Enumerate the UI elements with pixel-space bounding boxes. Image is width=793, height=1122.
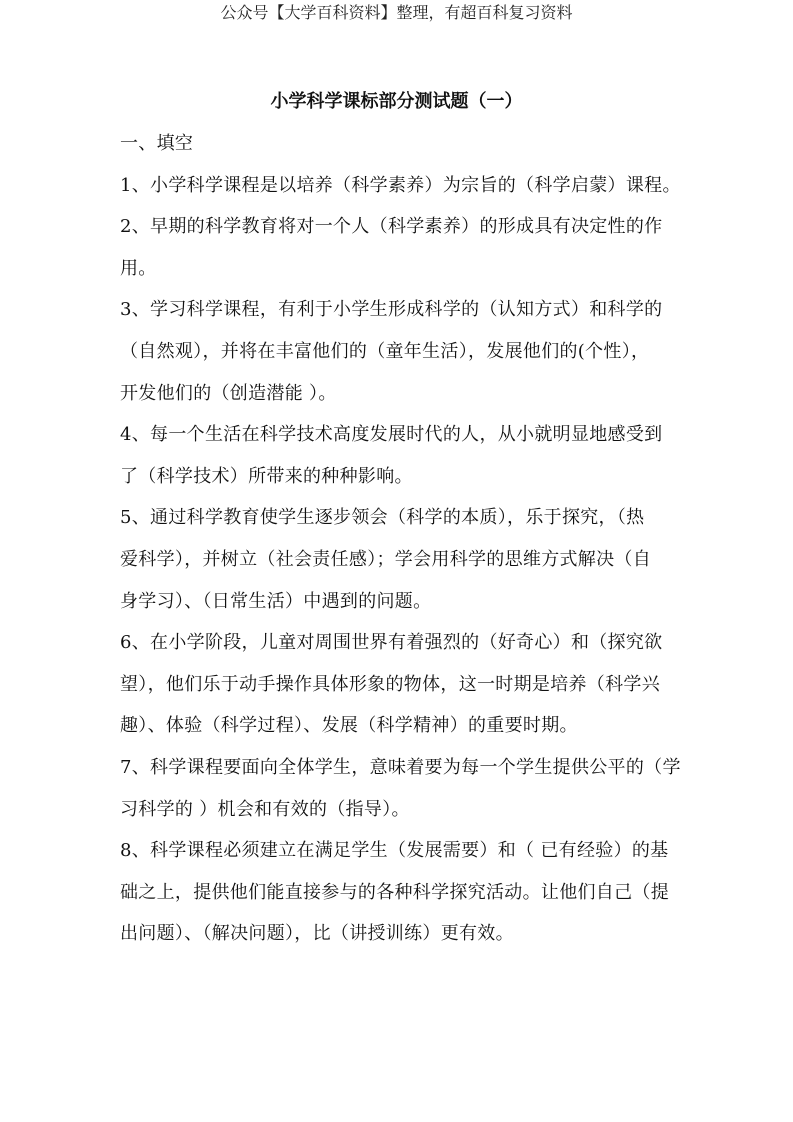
- question-line: 爱科学），并树立（社会责任感）；学会用科学的思维方式解决（自: [120, 548, 651, 570]
- section-heading: 一、填空: [120, 133, 194, 154]
- question-line: 用。: [120, 257, 157, 279]
- question-item: [120, 296, 700, 421]
- document-body: [120, 130, 700, 962]
- question-item: [120, 213, 700, 296]
- question-list: [120, 172, 700, 962]
- question-item: [120, 629, 700, 754]
- question-line: 了（科学技术）所带来的种种影响。: [120, 465, 413, 487]
- question-line: 望），他们乐于动手操作具体形象的物体，这一时期是培养（科学兴: [120, 673, 660, 695]
- question-item: [120, 754, 700, 837]
- question-item: [120, 837, 700, 962]
- question-line: 1、小学科学课程是以培养（科学素养）为宗旨的（科学启蒙）课程。: [120, 174, 681, 196]
- question-line: （自然观），并将在丰富他们的（童年生活），发展他们的(个性），: [120, 340, 650, 362]
- question-item: [120, 172, 700, 214]
- question-line: 出问题）、（解决问题），比（讲授训练）更有效。: [120, 923, 514, 945]
- question-item: [120, 421, 700, 504]
- question-item: [120, 504, 700, 629]
- question-line: 4、每一个生活在科学技术高度发展时代的人，从小就明显地感受到: [120, 424, 663, 446]
- question-line: 身学习）、（日常生活）中遇到的问题。: [120, 590, 432, 612]
- question-line: 础之上，提供他们能直接参与的各种科学探究活动。让他们自己（提: [120, 881, 669, 903]
- question-line: 3、学习科学课程，有利于小学生形成科学的（认知方式）和科学的: [120, 299, 663, 321]
- question-line: 开发他们的（创造潜能 ）。: [120, 382, 337, 404]
- question-line: 6、在小学阶段，儿童对周围世界有着强烈的（好奇心）和（探究欲: [120, 632, 663, 654]
- question-line: 趣）、体验（科学过程）、发展（科学精神）的重要时期。: [120, 715, 578, 737]
- question-line: 习科学的 ）机会和有效的（指导）。: [120, 798, 410, 820]
- document-title: 小学科学课标部分测试题（一）: [270, 91, 523, 112]
- page-header: 公众号【大学百科资料】整理，有超百科复习资料: [220, 3, 573, 22]
- question-line: 2、早期的科学教育将对一个人（科学素养）的形成具有决定性的作: [120, 216, 663, 238]
- question-line: 8、科学课程必须建立在满足学生（发展需要）和（ 已有经验）的基: [120, 840, 669, 862]
- question-line: 5、通过科学教育使学生逐步领会（科学的本质），乐于探究，（热: [120, 507, 645, 529]
- question-line: 7、科学课程要面向全体学生，意味着要为每一个学生提供公平的（学: [120, 756, 681, 778]
